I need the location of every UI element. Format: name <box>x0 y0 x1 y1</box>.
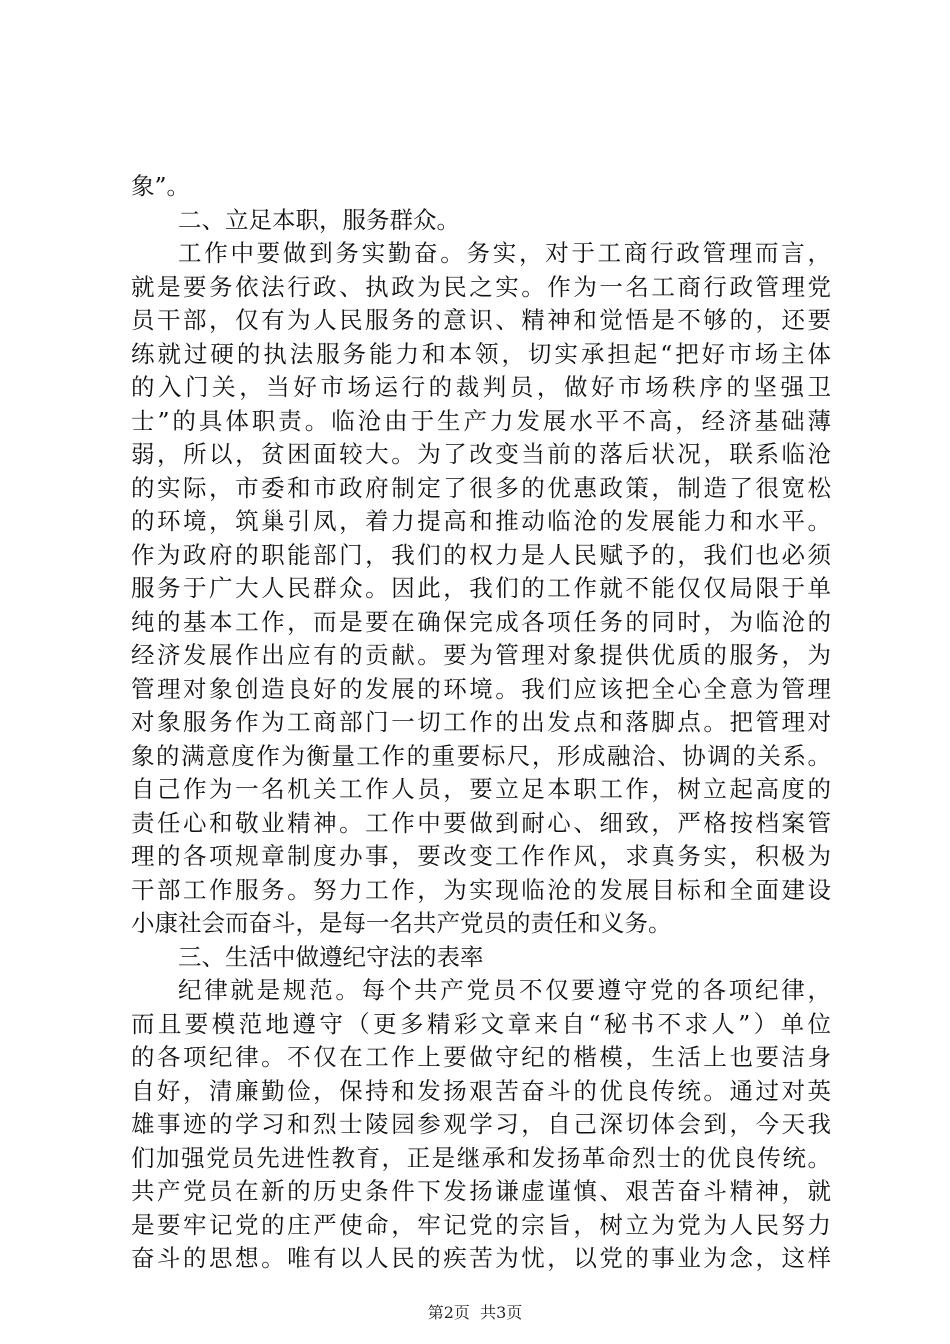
text-line: 象的满意度作为衡量工作的重要标尺，形成融洽、协调的关系。 <box>131 741 831 770</box>
section-heading: 三、生活中做遵纪守法的表率 <box>178 942 484 971</box>
page-footer: 第2页 共3页 <box>427 1303 523 1322</box>
text-line: 的实际，市委和市政府制定了很多的优惠政策，制造了很宽松 <box>131 473 831 502</box>
text-line: 就是要务依法行政、执政为民之实。作为一名工商行政管理党 <box>131 272 831 301</box>
text-line: 是要牢记党的庄严使命，牢记党的宗旨，树立为党为人民努力 <box>131 1210 831 1239</box>
text-line: 士”的具体职责。临沧由于生产力发展水平不高，经济基础薄 <box>131 406 831 435</box>
text-line: 员干部，仅有为人民服务的意识、精神和觉悟是不够的，还要 <box>131 306 831 334</box>
text-line: 干部工作服务。努力工作，为实现临沧的发展目标和全面建设 <box>131 875 831 904</box>
text-line: 责任心和敬业精神。工作中要做到耐心、细致，严格按档案管 <box>131 808 831 837</box>
text-line: 而且要模范地遵守（更多精彩文章来自“秘书不求人”）单位 <box>131 1009 831 1038</box>
text-line: 共产党员在新的历史条件下发扬谦虚谨慎、艰苦奋斗精神，就 <box>131 1177 831 1205</box>
text-line: 理的各项规章制度办事，要改变工作作风，求真务实，积极为 <box>131 842 831 870</box>
text-line: 管理对象创造良好的发展的环境。我们应该把全心全意为管理 <box>131 674 831 703</box>
body-text <box>131 170 831 1276</box>
text-line: 练就过硬的执法服务能力和本领，切实承担起“把好市场主体 <box>131 339 831 368</box>
section-heading: 二、立足本职，服务群众。 <box>178 205 460 234</box>
text-line: 自己作为一名机关工作人员，要立足本职工作，树立起高度的 <box>131 775 831 803</box>
text-line: 经济发展作出应有的贡献。要为管理对象提供优质的服务，为 <box>131 641 831 669</box>
text-line: 对象服务作为工商部门一切工作的出发点和落脚点。把管理对 <box>131 708 831 736</box>
text-line: 象”。 <box>131 172 191 200</box>
text-line: 作为政府的职能部门，我们的权力是人民赋予的，我们也必须 <box>131 540 831 569</box>
text-line: 雄事迹的学习和烈士陵园参观学习，自己深切体会到，今天我 <box>131 1110 831 1138</box>
text-line: 的各项纪律。不仅在工作上要做守纪的楷模，生活上也要洁身 <box>131 1043 831 1071</box>
text-line: 服务于广大人民群众。因此，我们的工作就不能仅仅局限于单 <box>131 574 831 602</box>
text-line: 们加强党员先进性教育，正是继承和发扬革命烈士的优良传统。 <box>131 1143 831 1172</box>
text-line: 的环境，筑巢引凤，着力提高和推动临沧的发展能力和水平。 <box>131 507 831 535</box>
text-line: 自好，清廉勤俭，保持和发扬艰苦奋斗的优良传统。通过对英 <box>131 1076 831 1105</box>
text-line: 弱，所以，贫困面较大。为了改变当前的落后状况，联系临沧 <box>131 440 831 468</box>
text-line: 工作中要做到务实勤奋。务实，对于工商行政管理而言， <box>178 239 831 267</box>
text-line: 纯的基本工作，而是要在确保完成各项任务的同时，为临沧的 <box>131 607 831 636</box>
text-line: 奋斗的思想。唯有以人民的疾苦为忧，以党的事业为念，这样 <box>131 1244 831 1272</box>
text-line: 纪律就是规范。每个共产党员不仅要遵守党的各项纪律， <box>178 976 831 1004</box>
text-line: 的入门关，当好市场运行的裁判员，做好市场秩序的坚强卫 <box>131 373 831 401</box>
text-line: 小康社会而奋斗，是每一名共产党员的责任和义务。 <box>131 909 672 937</box>
